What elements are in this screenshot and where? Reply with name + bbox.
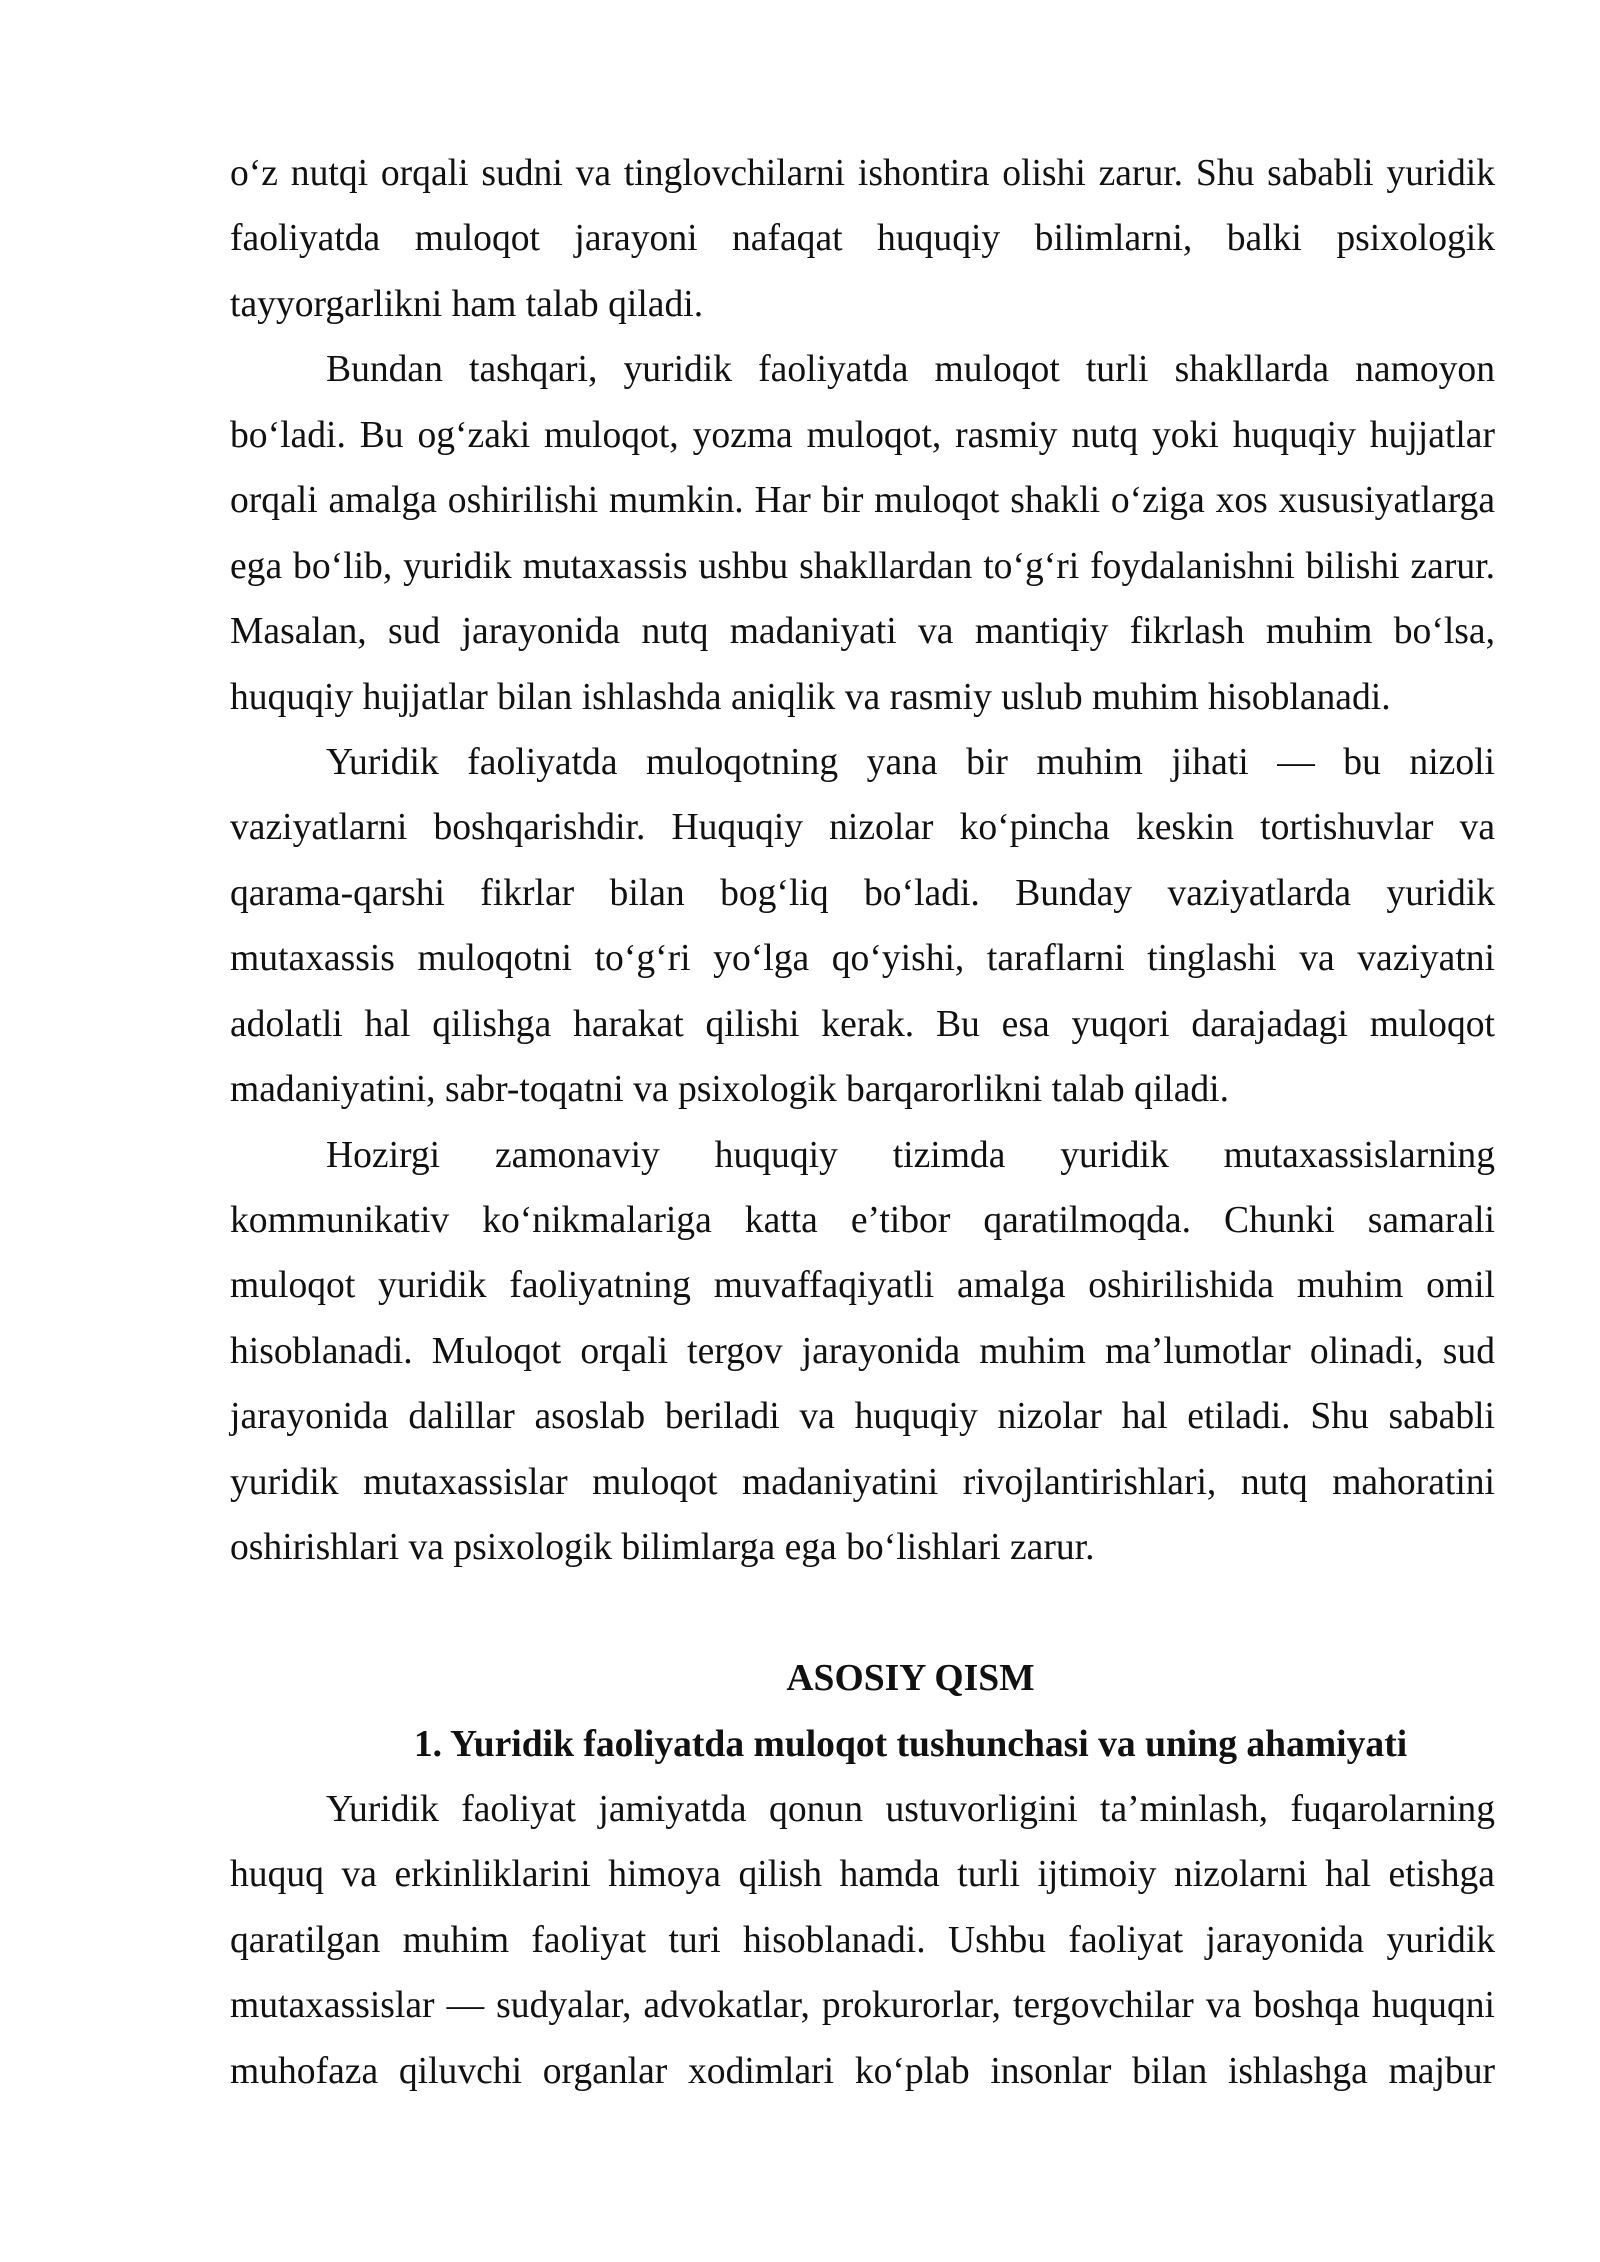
text-line: qarama-qarshi fikrlar bilan bog‘liq bo‘ladi. Bunday vaziyatlarda yuridik [230, 872, 1495, 914]
text-line: Masalan, sud jarayonida nutq madaniyati va mantiqiy fikrlash muhim bo‘lsa, [230, 611, 1495, 653]
paragraph [230, 730, 1495, 1123]
text-line: orqali amalga oshirilishi mumkin. Har bir muloqot shakli o‘ziga xos xususiyatlarga [230, 480, 1495, 522]
text-line: mutaxassis muloqotni to‘g‘ri yo‘lga qo‘yishi, taraflarni tinglashi va vaziyatni [230, 938, 1495, 980]
text-line: Yuridik faoliyatda muloqotning yana bir muhim jihati — bu nizoli [326, 741, 1495, 783]
text-line: kommunikativ ko‘nikmalariga katta e’tibor qaratilmoqda. Chunki samarali [230, 1200, 1495, 1241]
text-line: oshirishlari va psixologik bilimlarga ega bo‘lishlari zarur. [230, 1527, 1095, 1569]
paragraph [230, 1777, 1495, 2104]
text-line: ega bo‘lib, yuridik mutaxassis ushbu shakllardan to‘g‘ri foydalanishni bilishi zarur. [230, 545, 1495, 587]
text-line: muhofaza qiluvchi organlar xodimlari ko‘plab insonlar bilan ishlashga majbur [230, 2050, 1495, 2092]
text-line: Yuridik faoliyat jamiyatda qonun ustuvorligini ta’minlash, fuqarolarning [326, 1788, 1495, 1830]
text-line: muloqot yuridik faoliyatning muvaffaqiyatli amalga oshirilishida muhim omil [230, 1265, 1495, 1307]
text-line: hisoblanadi. Muloqot orqali tergov jarayonida muhim ma’lumotlar olinadi, sud [230, 1330, 1495, 1372]
section-heading: ASOSIY QISM [786, 1658, 1035, 1700]
subsection-heading: 1. Yuridik faoliyatda muloqot tushunchasi va uning ahamiyati [413, 1723, 1408, 1765]
text-line: jarayonida dalillar asoslab beriladi va huquqiy nizolar hal etiladi. Shu sababli [230, 1396, 1495, 1438]
paragraph [230, 141, 1495, 337]
text-line: mutaxassislar — sudyalar, advokatlar, prokurorlar, tergovchilar va boshqa huquqni [230, 1985, 1495, 2027]
text-line: madaniyatini, sabr-toqatni va psixologik barqarorlikni talab qiladi. [230, 1069, 1229, 1111]
text-line: faoliyatda muloqot jarayoni nafaqat huquqiy bilimlarni, balki psixologik [230, 218, 1495, 260]
text-line: Hozirgi zamonaviy huquqiy tizimda yuridik mutaxassislarning [326, 1134, 1495, 1176]
text-line: huquqiy hujjatlar bilan ishlashda aniqlik va rasmiy uslub muhim hisoblanadi. [230, 676, 1391, 718]
text-line: tayyorgarlikni ham talab qiladi. [230, 283, 704, 325]
text-line: qaratilgan muhim faoliyat turi hisoblanadi. Ushbu faoliyat jarayonida yuridik [230, 1919, 1495, 1961]
text-line: Bundan tashqari, yuridik faoliyatda muloqot turli shakllarda namoyon [326, 349, 1495, 391]
text-line: huquq va erkinliklarini himoya qilish hamda turli ijtimoiy nizolarni hal etishga [230, 1854, 1495, 1896]
blank-line [230, 1581, 1495, 1646]
text-line: bo‘ladi. Bu og‘zaki muloqot, yozma muloqot, rasmiy nutq yoki huquqiy hujjatlar [230, 414, 1495, 456]
text-line: o‘z nutqi orqali sudni va tinglovchilarni ishontira olishi zarur. Shu sababli yuridik [230, 153, 1495, 194]
text-line: vaziyatlarni boshqarishdir. Huquqiy nizolar ko‘pincha keskin tortishuvlar va [230, 807, 1495, 849]
text-line: adolatli hal qilishga harakat qilishi kerak. Bu esa yuqori darajadagi muloqot [230, 1003, 1495, 1045]
paragraph [230, 337, 1495, 730]
text-line: yuridik mutaxassislar muloqot madaniyatini rivojlantirishlari, nutq mahoratini [230, 1461, 1495, 1503]
paragraph [230, 1123, 1495, 1581]
